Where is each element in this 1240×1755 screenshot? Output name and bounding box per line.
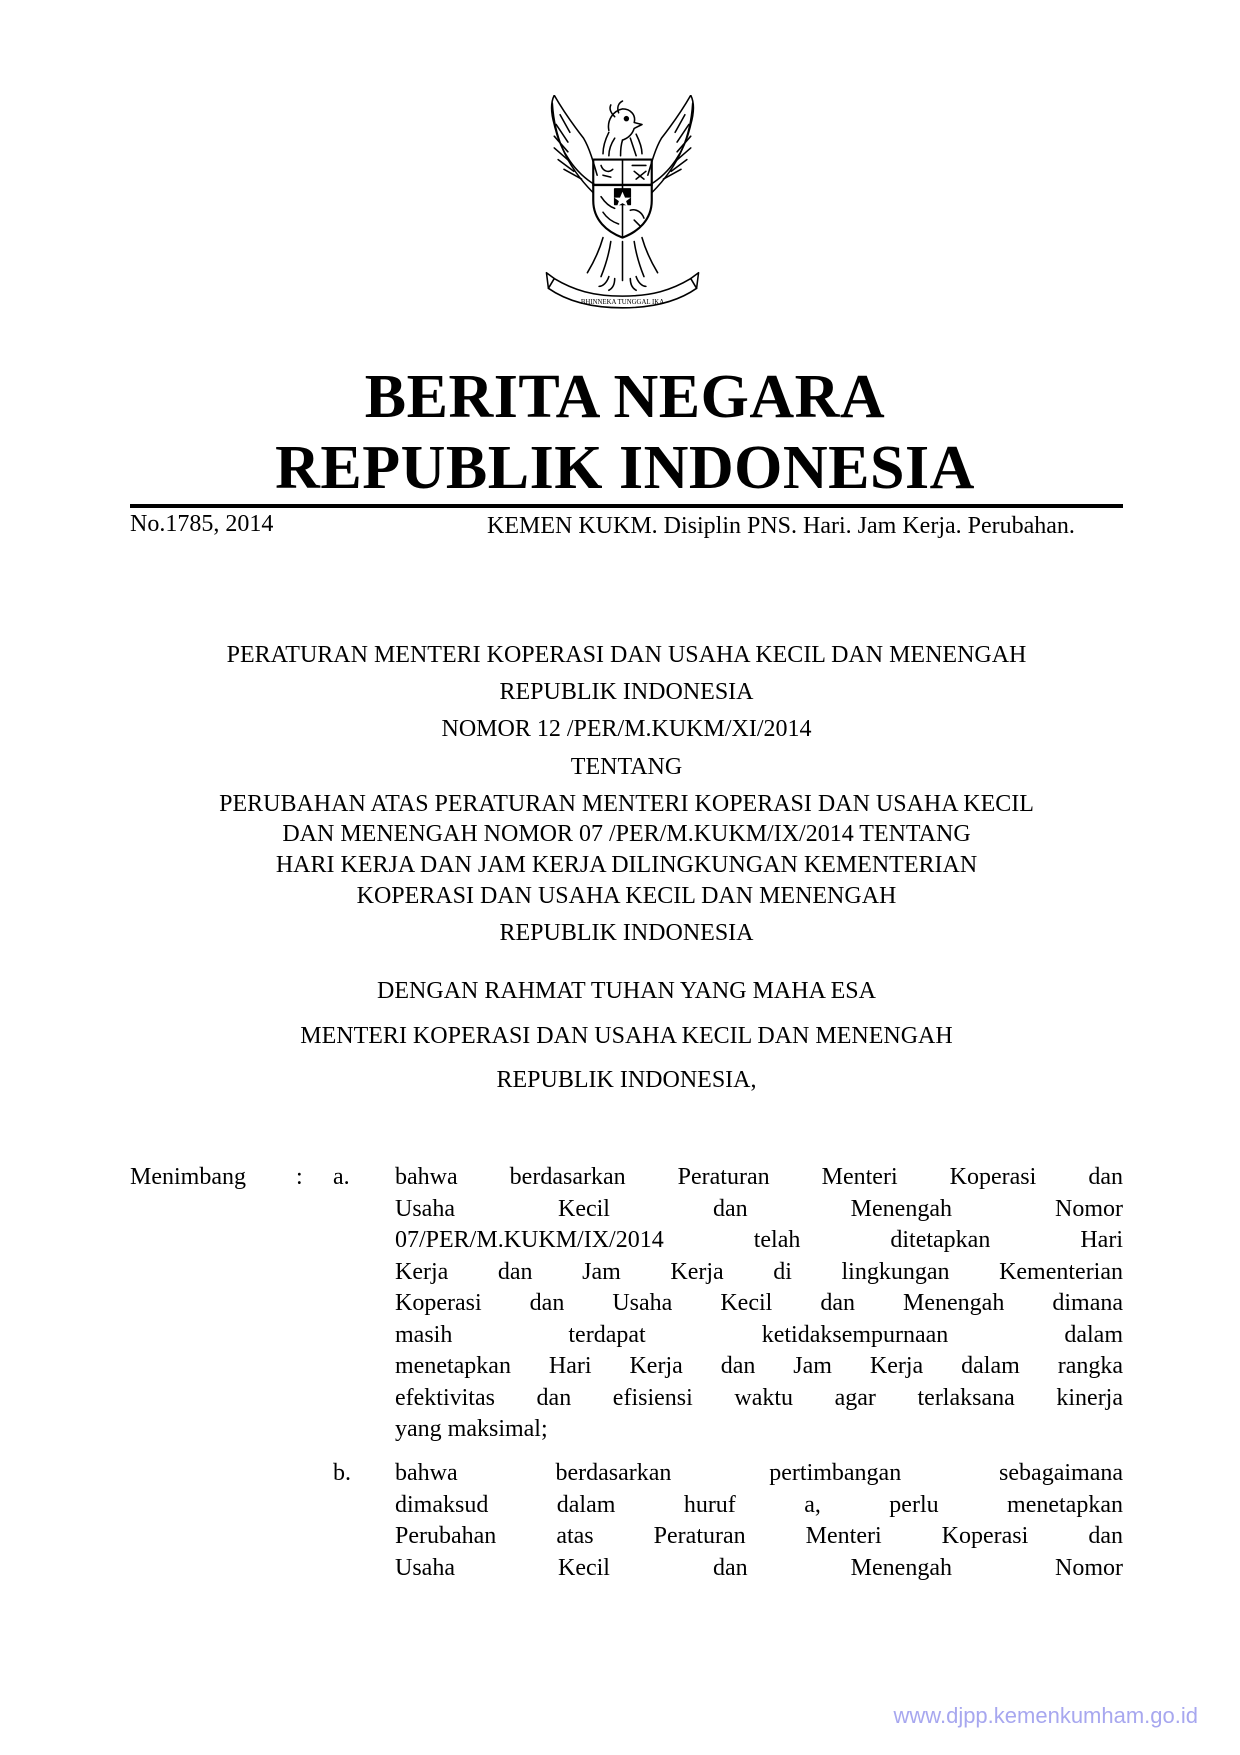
regulation-about-line: KOPERASI DAN USAHA KECIL DAN MENENGAH: [356, 883, 897, 909]
considerations-label: Menimbang: [130, 1164, 246, 1190]
regulation-number: NOMOR 12 /PER/M.KUKM/XI/2014: [441, 716, 812, 742]
paragraph-line: Usaha Kecil dan Menengah Nomor: [395, 1195, 1123, 1222]
gazette-subject: KEMEN KUKM. Disiplin PNS. Hari. Jam Kerja. Perubahan.: [487, 513, 1075, 539]
regulation-title-line: REPUBLIK INDONESIA: [499, 679, 754, 705]
paragraph-line: masih terdapat ketidaksempurnaan dalam: [395, 1321, 1123, 1348]
regulation-about-line: REPUBLIK INDONESIA: [499, 920, 754, 946]
masthead-title: BERITA NEGARA: [364, 363, 886, 431]
footer-website-link[interactable]: www.djpp.kemenkumham.go.id: [893, 1703, 1198, 1728]
consideration-item-b: [395, 1458, 1123, 1584]
emblem-motto: BHINNEKA TUNGGAL IKA: [580, 298, 665, 306]
paragraph-line: Kerja dan Jam Kerja di lingkungan Kementerian: [395, 1258, 1123, 1285]
paragraph-line: yang maksimal;: [395, 1416, 548, 1442]
paragraph-line: dimaksud dalam huruf a, perlu menetapkan: [395, 1491, 1123, 1518]
regulation-about-line: PERUBAHAN ATAS PERATURAN MENTERI KOPERASI DAN USAHA KECIL: [219, 791, 1034, 817]
preamble-line: REPUBLIK INDONESIA,: [496, 1067, 757, 1093]
item-marker: a.: [333, 1164, 350, 1190]
paragraph-line: 07/PER/M.KUKM/IX/2014 telah ditetapkan Hari: [395, 1227, 1123, 1253]
regulation-title-line: PERATURAN MENTERI KOPERASI DAN USAHA KECIL DAN MENENGAH: [226, 642, 1027, 668]
paragraph-line: bahwa berdasarkan Peraturan Menteri Koperasi dan: [395, 1164, 1123, 1190]
paragraph-line: efektivitas dan efisiensi waktu agar terlaksana kinerja: [395, 1384, 1123, 1411]
paragraph-line: bahwa berdasarkan pertimbangan sebagaimana: [395, 1460, 1123, 1486]
regulation-about-line: DAN MENENGAH NOMOR 07 /PER/M.KUKM/IX/2014 TENTANG: [282, 821, 971, 847]
consideration-item-a: [395, 1162, 1123, 1446]
item-marker: b.: [333, 1460, 351, 1486]
regulation-about-line: HARI KERJA DAN JAM KERJA DILINGKUNGAN KEMENTERIAN: [275, 852, 978, 878]
paragraph-line: Perubahan atas Peraturan Menteri Koperasi dan: [395, 1523, 1123, 1549]
preamble-line: DENGAN RAHMAT TUHAN YANG MAHA ESA: [377, 978, 876, 1004]
masthead-subtitle: REPUBLIK INDONESIA: [275, 434, 975, 502]
gazette-number: No.1785, 2014: [130, 511, 274, 537]
paragraph-line: Usaha Kecil dan Menengah Nomor: [395, 1554, 1123, 1581]
paragraph-line: Koperasi dan Usaha Kecil dan Menengah dimana: [395, 1290, 1123, 1316]
masthead-divider: [130, 504, 1123, 508]
paragraph-line: menetapkan Hari Kerja dan Jam Kerja dalam rangka: [395, 1353, 1123, 1379]
garuda-emblem-icon: [525, 95, 720, 310]
preamble-line: MENTERI KOPERASI DAN USAHA KECIL DAN MENENGAH: [300, 1023, 953, 1049]
considerations-colon: :: [296, 1164, 303, 1190]
regulation-about-label: TENTANG: [570, 754, 683, 780]
